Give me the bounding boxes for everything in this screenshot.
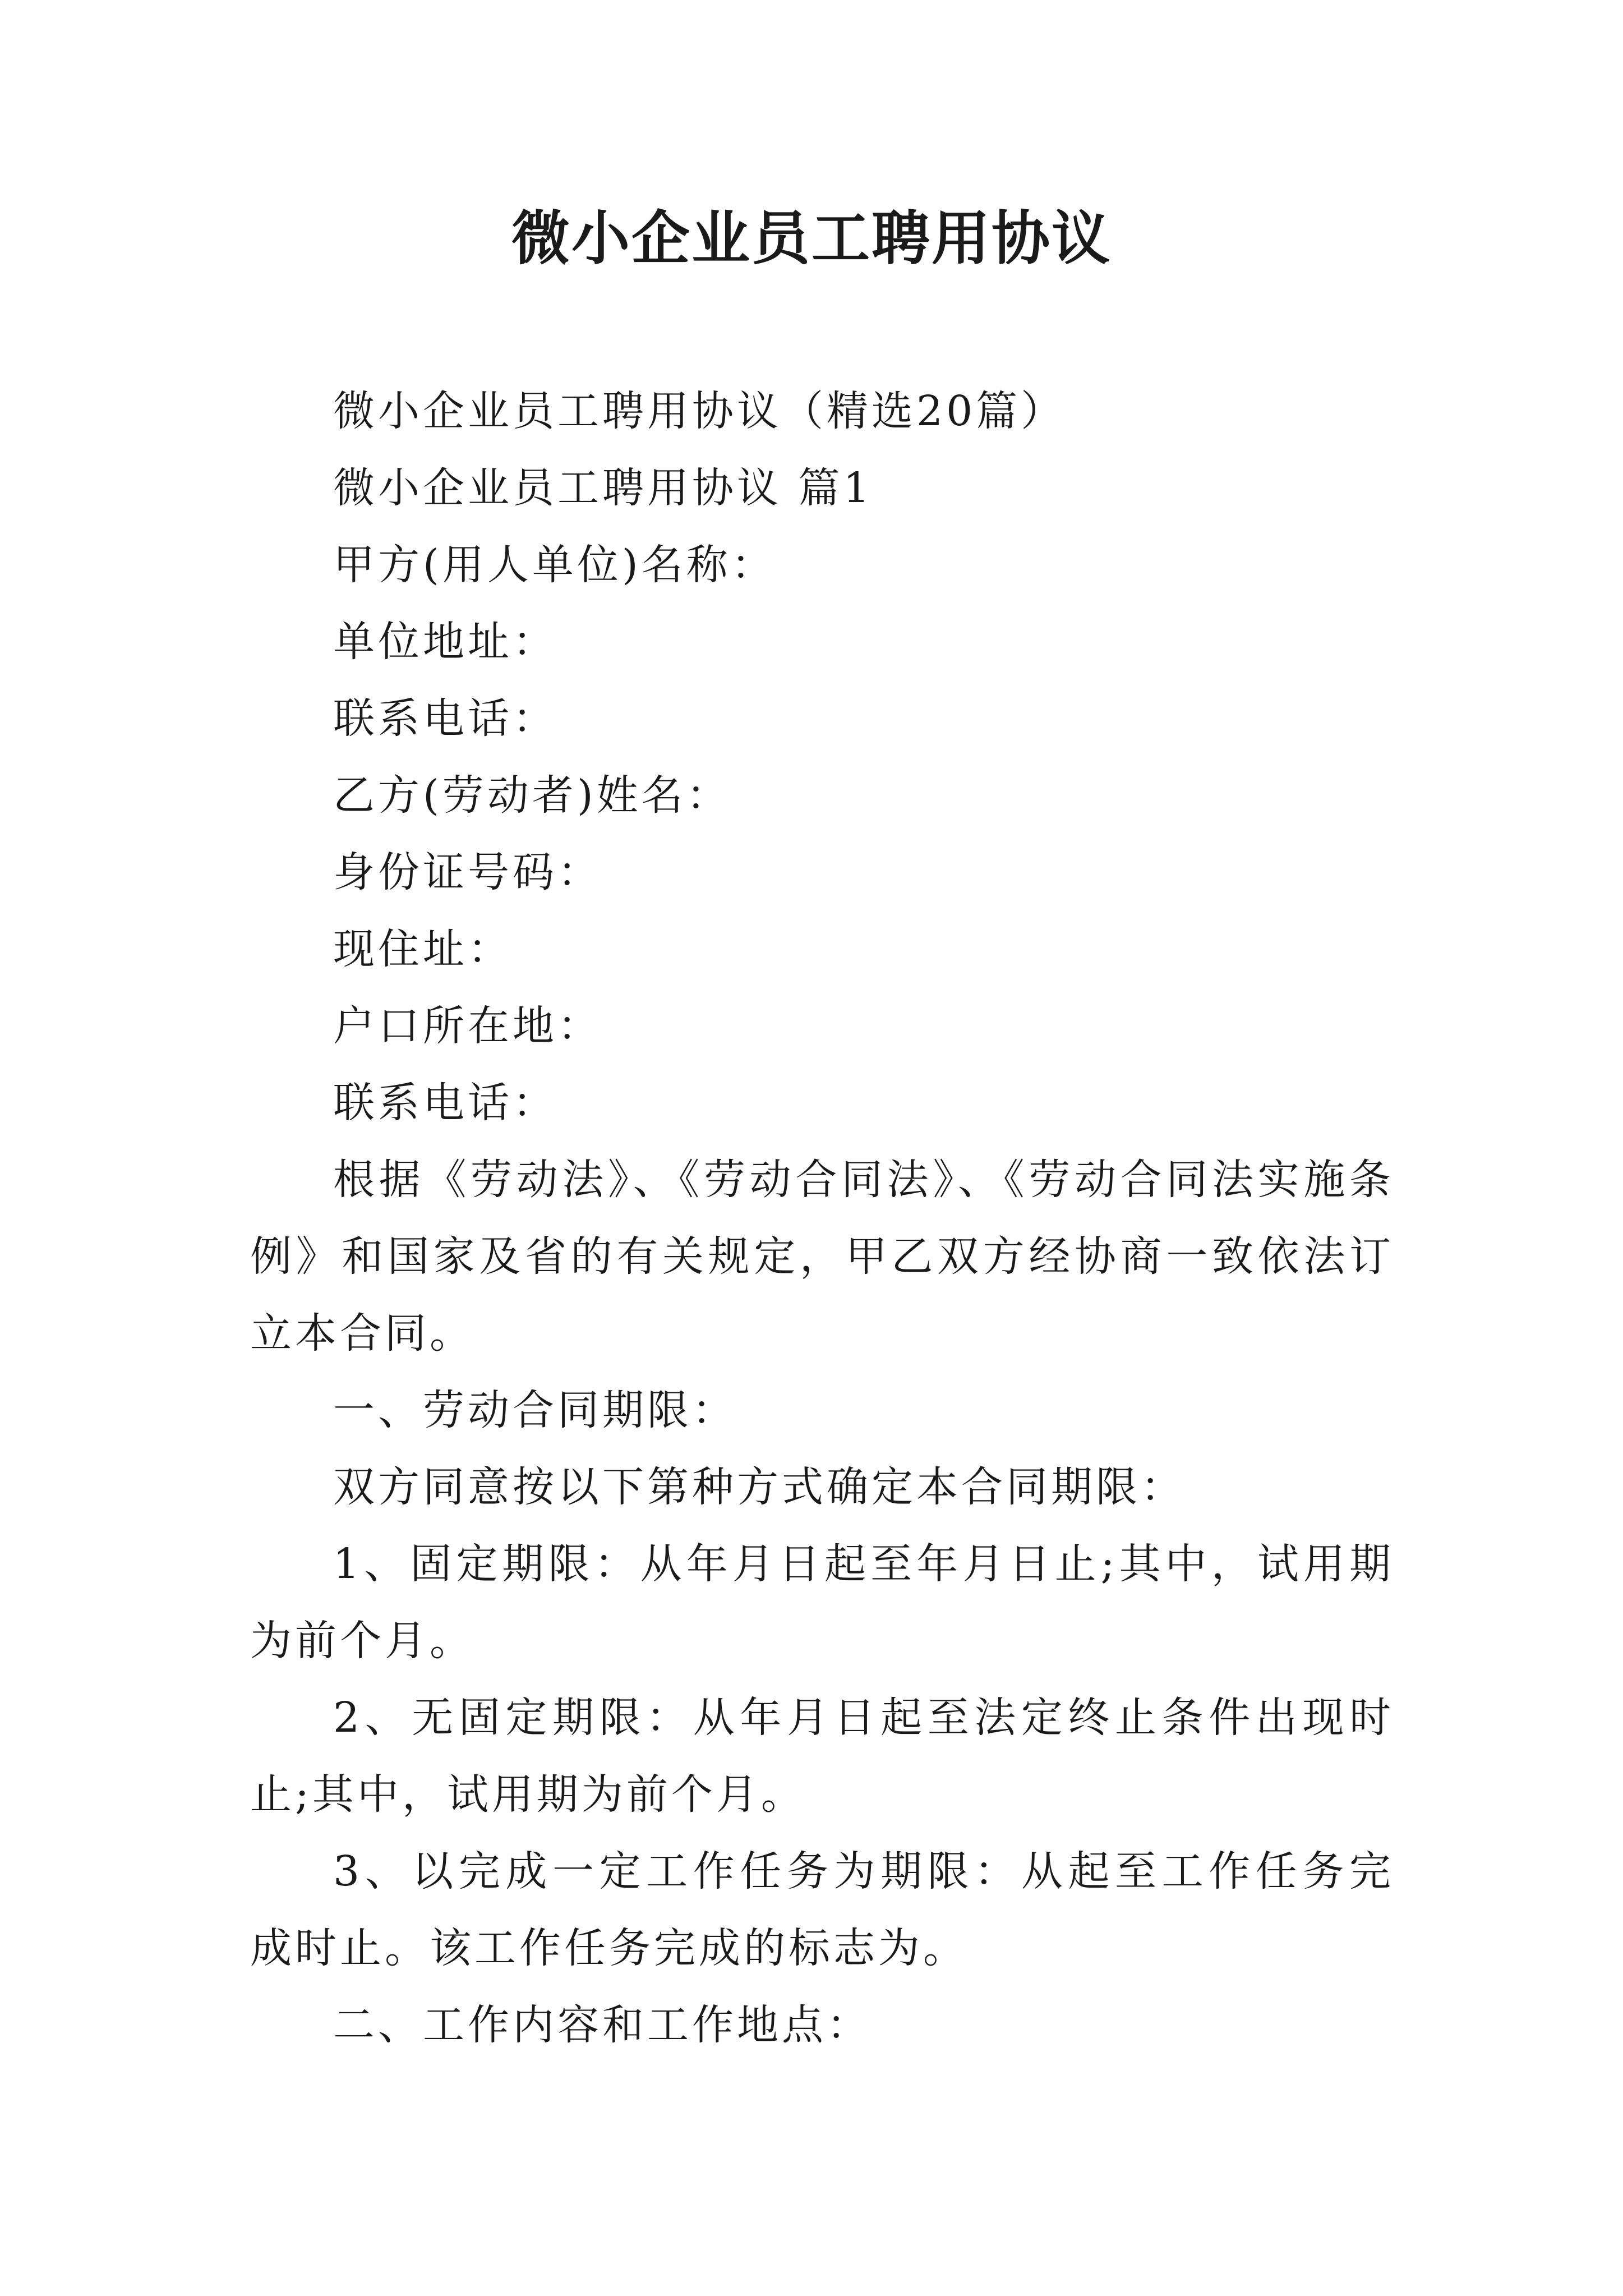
paragraph-party-a-phone: 联系电话： [333, 694, 557, 743]
paragraph-section-1-heading: 一、劳动合同期限： [333, 1386, 737, 1434]
paragraph-party-b-id: 身份证号码： [333, 848, 602, 896]
paragraph-task-term: 3、以完成一定工作任务为期限：从起至工作任务完成时止。该工作任务完成的标志为。 [250, 1847, 1394, 1972]
paragraph-legal-basis: 根据《劳动法》、《劳动合同法》、《劳动合同法实施条例》和国家及省的有关规定，甲乙双方经协商一致依法订立本合同。 [250, 1156, 1394, 1358]
paragraph-party-b-phone: 联系电话： [333, 1079, 557, 1127]
paragraph-open-term: 2、无固定期限：从年月日起至法定终止条件出现时止;其中，试用期为前个月。 [250, 1694, 1394, 1819]
paragraph-party-b-household: 户口所在地： [333, 1002, 602, 1050]
paragraph-fixed-term: 1、固定期限：从年月日起至年月日止;其中，试用期为前个月。 [250, 1540, 1394, 1665]
paragraph-section-2-heading: 二、工作内容和工作地点： [333, 2001, 872, 2049]
paragraph-term-choice: 双方同意按以下第种方式确定本合同期限： [333, 1463, 1186, 1511]
paragraph-party-b-address: 现住址： [333, 925, 513, 973]
document-body [250, 373, 1394, 2064]
paragraph-party-b-name: 乙方(劳动者)姓名： [333, 771, 731, 820]
paragraph-party-a-name: 甲方(用人单位)名称： [333, 541, 776, 589]
paragraph-heading-collection: 微小企业员工聘用协议（精选20篇） [333, 387, 1066, 435]
paragraph-party-a-address: 单位地址： [333, 618, 557, 666]
paragraph-article-title: 微小企业员工聘用协议 篇1 [333, 464, 873, 512]
document-title: 微小企业员工聘用协议 [511, 204, 1112, 273]
